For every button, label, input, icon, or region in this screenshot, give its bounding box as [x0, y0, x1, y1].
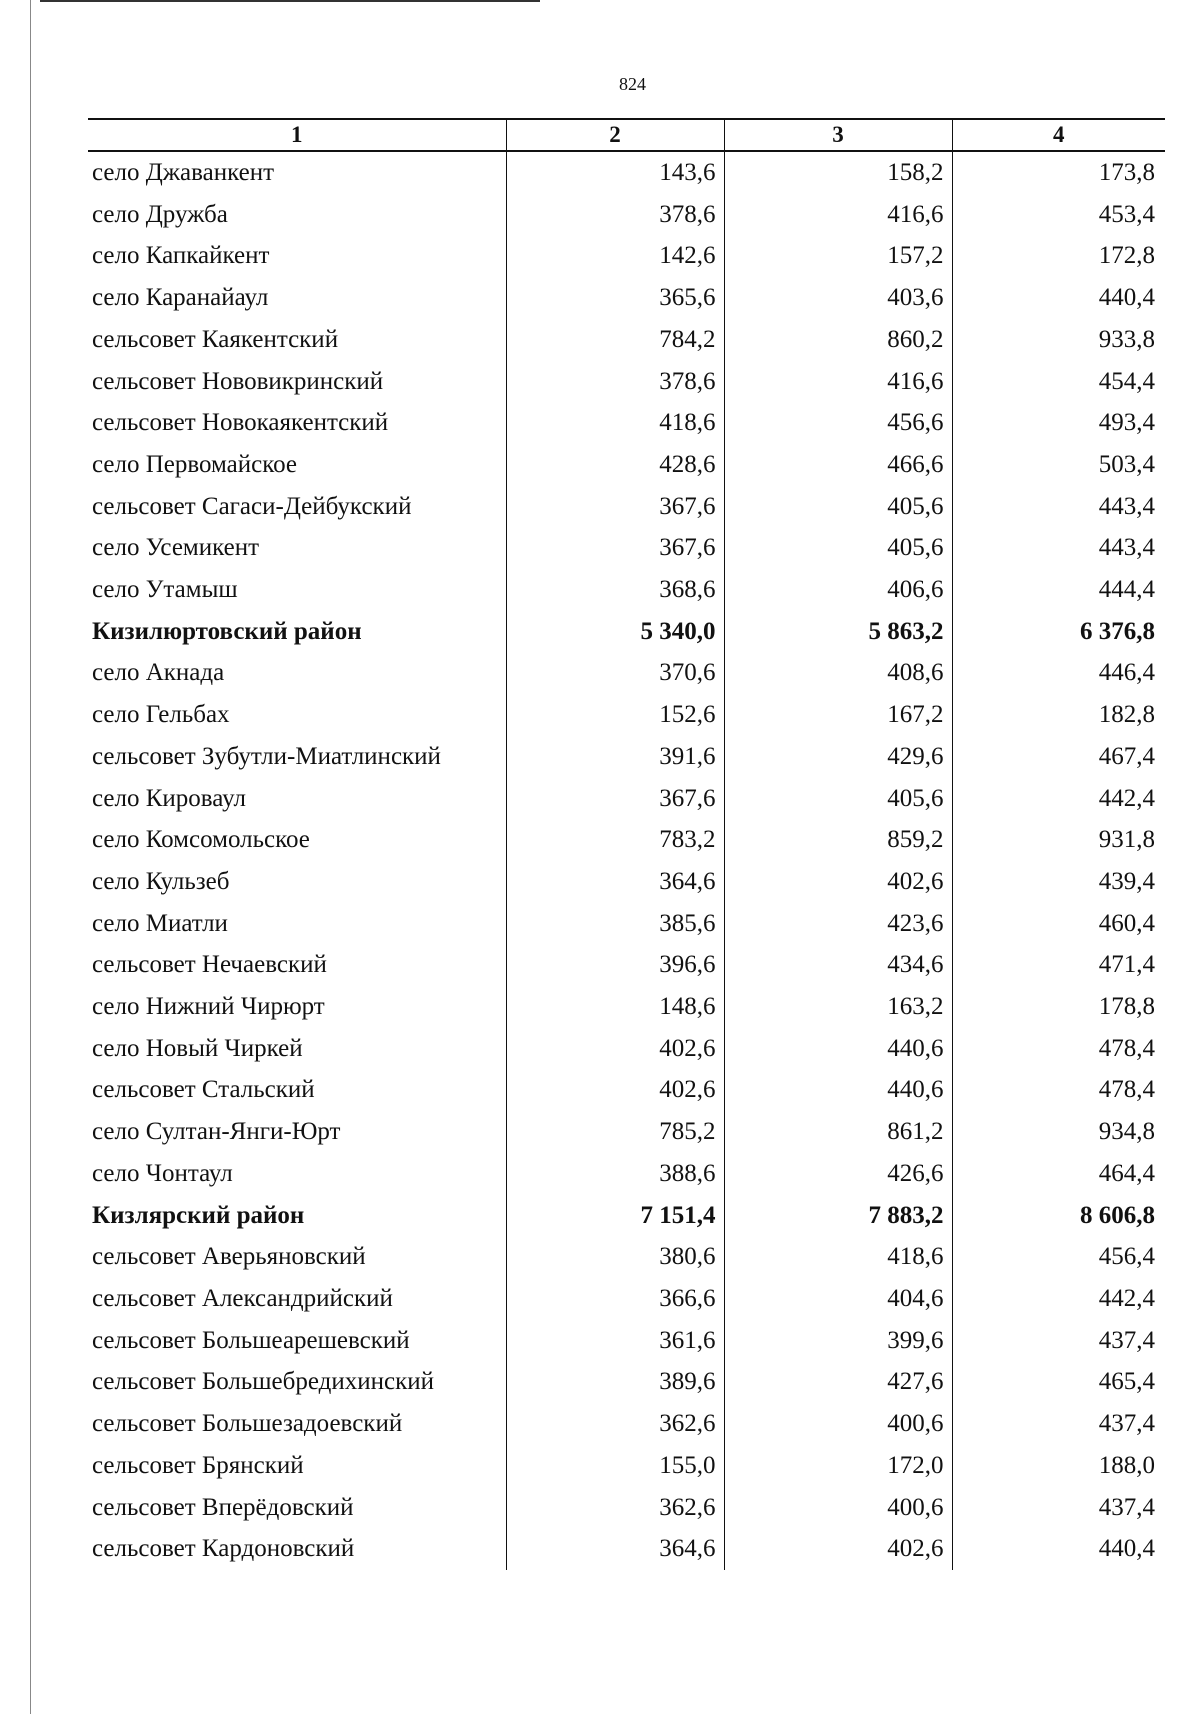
- row-value-col-2: 142,6: [506, 235, 724, 277]
- row-name-cell: село Каранайаул: [92, 284, 269, 312]
- row-value-col-4: 456,4: [952, 1236, 1165, 1278]
- table-row: [88, 1278, 1165, 1320]
- row-value-col-3: 402,6: [724, 1528, 952, 1570]
- row-value-col-4: 478,4: [952, 1069, 1165, 1111]
- table-row: [88, 277, 1165, 319]
- row-value-col-3: 859,2: [724, 819, 952, 861]
- row-value-col-2: 368,6: [506, 569, 724, 611]
- row-value-col-3: 860,2: [724, 319, 952, 361]
- row-value-col-3: 427,6: [724, 1361, 952, 1403]
- header-col-2: 2: [506, 119, 724, 151]
- row-value-col-2: 402,6: [506, 1069, 724, 1111]
- row-value-col-4: 442,4: [952, 778, 1165, 820]
- scan-edge-top: [40, 0, 540, 2]
- row-name-cell: село Султан-Янги-Юрт: [92, 1118, 341, 1146]
- table-body: [88, 151, 1165, 1570]
- row-value-col-4: 173,8: [952, 151, 1165, 194]
- row-value-col-3: 405,6: [724, 527, 952, 569]
- row-value-col-3: 399,6: [724, 1320, 952, 1362]
- row-name-cell: сельсовет Зубутли-Миатлинский: [92, 742, 441, 770]
- row-value-col-4: 437,4: [952, 1403, 1165, 1445]
- table-row: [88, 1445, 1165, 1487]
- row-value-col-2: 428,6: [506, 444, 724, 486]
- row-value-col-2: 785,2: [506, 1111, 724, 1153]
- row-value-col-3: 172,0: [724, 1445, 952, 1487]
- row-value-col-2: 7 151,4: [506, 1195, 724, 1237]
- row-name-cell: Кизилюртовский район: [92, 617, 362, 645]
- table-row: [88, 361, 1165, 403]
- row-value-col-3: 404,6: [724, 1278, 952, 1320]
- table-row: [88, 527, 1165, 569]
- row-value-col-4: 467,4: [952, 736, 1165, 778]
- table-row: [88, 235, 1165, 277]
- row-value-col-4: 6 376,8: [952, 611, 1165, 653]
- row-value-col-4: 443,4: [952, 527, 1165, 569]
- row-value-col-3: 403,6: [724, 277, 952, 319]
- table-row: [88, 1528, 1165, 1570]
- row-value-col-3: 861,2: [724, 1111, 952, 1153]
- row-value-col-2: 391,6: [506, 736, 724, 778]
- row-name-cell: село Нижний Чирюрт: [92, 993, 325, 1021]
- row-value-col-2: 378,6: [506, 361, 724, 403]
- table-row: [88, 194, 1165, 236]
- table-row: [88, 1111, 1165, 1153]
- table-row: [88, 819, 1165, 861]
- row-value-col-2: 367,6: [506, 778, 724, 820]
- row-value-col-3: 466,6: [724, 444, 952, 486]
- table-row: [88, 652, 1165, 694]
- row-value-col-2: 783,2: [506, 819, 724, 861]
- row-value-col-2: 365,6: [506, 277, 724, 319]
- row-name-cell: село Усемикент: [92, 534, 260, 562]
- row-value-col-3: 416,6: [724, 361, 952, 403]
- data-table: [88, 118, 1165, 1570]
- row-value-col-4: 439,4: [952, 861, 1165, 903]
- table-row: [88, 319, 1165, 361]
- table-row: [88, 944, 1165, 986]
- row-value-col-3: 405,6: [724, 778, 952, 820]
- row-name-cell: сельсовет Брянский: [92, 1451, 304, 1479]
- row-value-col-4: 440,4: [952, 1528, 1165, 1570]
- row-value-col-2: 362,6: [506, 1403, 724, 1445]
- row-value-col-3: 7 883,2: [724, 1195, 952, 1237]
- row-value-col-2: 155,0: [506, 1445, 724, 1487]
- table-row: [88, 861, 1165, 903]
- row-value-col-3: 434,6: [724, 944, 952, 986]
- table-row: [88, 778, 1165, 820]
- row-name-cell: сельсовет Большезадоевский: [92, 1410, 403, 1438]
- header-row: [88, 119, 1165, 151]
- district-total-row: [88, 611, 1165, 653]
- row-name-cell: село Капкайкент: [92, 242, 270, 270]
- table-row: [88, 444, 1165, 486]
- row-value-col-4: 178,8: [952, 986, 1165, 1028]
- table-row: [88, 1320, 1165, 1362]
- row-name-cell: сельсовет Нечаевский: [92, 951, 327, 979]
- row-name-cell: село Акнада: [92, 659, 225, 687]
- page-number: 824: [619, 74, 646, 94]
- row-name-cell: сельсовет Каякентский: [92, 325, 339, 353]
- row-value-col-3: 5 863,2: [724, 611, 952, 653]
- row-value-col-4: 478,4: [952, 1028, 1165, 1070]
- row-value-col-4: 172,8: [952, 235, 1165, 277]
- row-name-cell: село Джаванкент: [92, 159, 275, 186]
- row-value-col-4: 444,4: [952, 569, 1165, 611]
- table-row: [88, 402, 1165, 444]
- header-col-1: 1: [88, 119, 506, 151]
- row-value-col-4: 8 606,8: [952, 1195, 1165, 1237]
- row-value-col-2: 366,6: [506, 1278, 724, 1320]
- table-row: [88, 1153, 1165, 1195]
- row-name-cell: сельсовет Нововикринский: [92, 367, 384, 395]
- row-name-cell: сельсовет Сагаси-Дейбукский: [92, 492, 412, 520]
- table-row: [88, 569, 1165, 611]
- row-value-col-2: 148,6: [506, 986, 724, 1028]
- row-name-cell: Кизлярский район: [92, 1201, 305, 1229]
- row-value-col-4: 931,8: [952, 819, 1165, 861]
- row-name-cell: село Утамыш: [92, 576, 238, 604]
- row-value-col-4: 465,4: [952, 1361, 1165, 1403]
- row-value-col-3: 405,6: [724, 486, 952, 528]
- row-value-col-2: 367,6: [506, 486, 724, 528]
- row-value-col-3: 167,2: [724, 694, 952, 736]
- row-value-col-3: 163,2: [724, 986, 952, 1028]
- row-value-col-2: 380,6: [506, 1236, 724, 1278]
- row-value-col-3: 406,6: [724, 569, 952, 611]
- row-value-col-4: 503,4: [952, 444, 1165, 486]
- row-value-col-2: 361,6: [506, 1320, 724, 1362]
- row-value-col-4: 934,8: [952, 1111, 1165, 1153]
- district-total-row: [88, 1195, 1165, 1237]
- row-value-col-2: 364,6: [506, 1528, 724, 1570]
- row-value-col-3: 418,6: [724, 1236, 952, 1278]
- row-value-col-2: 370,6: [506, 652, 724, 694]
- row-value-col-2: 389,6: [506, 1361, 724, 1403]
- row-value-col-2: 364,6: [506, 861, 724, 903]
- row-value-col-4: 437,4: [952, 1487, 1165, 1529]
- table-row: [88, 1069, 1165, 1111]
- table-row: [88, 1403, 1165, 1445]
- row-value-col-3: 158,2: [724, 151, 952, 194]
- row-value-col-4: 446,4: [952, 652, 1165, 694]
- row-value-col-3: 426,6: [724, 1153, 952, 1195]
- row-value-col-3: 408,6: [724, 652, 952, 694]
- row-value-col-2: 418,6: [506, 402, 724, 444]
- row-name-cell: сельсовет Вперёдовский: [92, 1493, 354, 1521]
- scan-edge-left: [30, 0, 31, 1714]
- row-value-col-2: 367,6: [506, 527, 724, 569]
- row-value-col-3: 416,6: [724, 194, 952, 236]
- row-value-col-2: 5 340,0: [506, 611, 724, 653]
- row-name-cell: сельсовет Большебредихинский: [92, 1368, 434, 1396]
- row-value-col-4: 933,8: [952, 319, 1165, 361]
- row-value-col-4: 460,4: [952, 903, 1165, 945]
- row-value-col-2: 388,6: [506, 1153, 724, 1195]
- header-col-4: 4: [952, 119, 1165, 151]
- row-name-cell: село Новый Чиркей: [92, 1034, 303, 1062]
- row-value-col-2: 784,2: [506, 319, 724, 361]
- row-name-cell: сельсовет Стальский: [92, 1076, 315, 1104]
- row-value-col-3: 157,2: [724, 235, 952, 277]
- table-row: [88, 903, 1165, 945]
- table-row: [88, 1236, 1165, 1278]
- row-name-cell: село Дружба: [92, 200, 228, 228]
- table-row: [88, 1361, 1165, 1403]
- row-value-col-3: 440,6: [724, 1028, 952, 1070]
- row-value-col-2: 362,6: [506, 1487, 724, 1529]
- row-name-cell: сельсовет Большеарешевский: [92, 1326, 410, 1354]
- row-value-col-4: 493,4: [952, 402, 1165, 444]
- row-name-cell: село Чонтаул: [92, 1159, 233, 1187]
- table-row: [88, 986, 1165, 1028]
- row-value-col-3: 400,6: [724, 1487, 952, 1529]
- row-name-cell: сельсовет Александрийский: [92, 1284, 393, 1312]
- row-value-col-4: 437,4: [952, 1320, 1165, 1362]
- row-name-cell: село Первомайское: [92, 450, 298, 478]
- row-value-col-4: 188,0: [952, 1445, 1165, 1487]
- row-value-col-2: 396,6: [506, 944, 724, 986]
- table-row: [88, 486, 1165, 528]
- row-value-col-3: 456,6: [724, 402, 952, 444]
- row-name-cell: село Кироваул: [92, 784, 246, 812]
- row-value-col-2: 143,6: [506, 151, 724, 194]
- row-value-col-4: 443,4: [952, 486, 1165, 528]
- row-value-col-2: 378,6: [506, 194, 724, 236]
- row-name-cell: село Миатли: [92, 909, 228, 937]
- row-value-col-4: 453,4: [952, 194, 1165, 236]
- table-row: [88, 1028, 1165, 1070]
- row-name-cell: сельсовет Аверьяновский: [92, 1243, 366, 1271]
- row-value-col-3: 440,6: [724, 1069, 952, 1111]
- row-value-col-4: 454,4: [952, 361, 1165, 403]
- row-value-col-2: 385,6: [506, 903, 724, 945]
- row-value-col-3: 400,6: [724, 1403, 952, 1445]
- header-col-3: 3: [724, 119, 952, 151]
- row-name-cell: сельсовет Кардоновский: [92, 1535, 355, 1563]
- row-value-col-2: 152,6: [506, 694, 724, 736]
- table-header: [88, 119, 1165, 151]
- row-value-col-3: 429,6: [724, 736, 952, 778]
- row-name-cell: село Гельбах: [92, 701, 230, 729]
- row-name-cell: село Кульзеб: [92, 867, 230, 895]
- row-name-cell: село Комсомольское: [92, 826, 310, 854]
- table-row: [88, 151, 1165, 194]
- table-row: [88, 694, 1165, 736]
- row-value-col-4: 440,4: [952, 277, 1165, 319]
- row-value-col-3: 402,6: [724, 861, 952, 903]
- row-value-col-2: 402,6: [506, 1028, 724, 1070]
- row-name-cell: сельсовет Новокаякентский: [92, 409, 389, 437]
- row-value-col-4: 464,4: [952, 1153, 1165, 1195]
- table-row: [88, 736, 1165, 778]
- row-value-col-4: 182,8: [952, 694, 1165, 736]
- row-value-col-3: 423,6: [724, 903, 952, 945]
- table-row: [88, 1487, 1165, 1529]
- row-value-col-4: 442,4: [952, 1278, 1165, 1320]
- row-value-col-4: 471,4: [952, 944, 1165, 986]
